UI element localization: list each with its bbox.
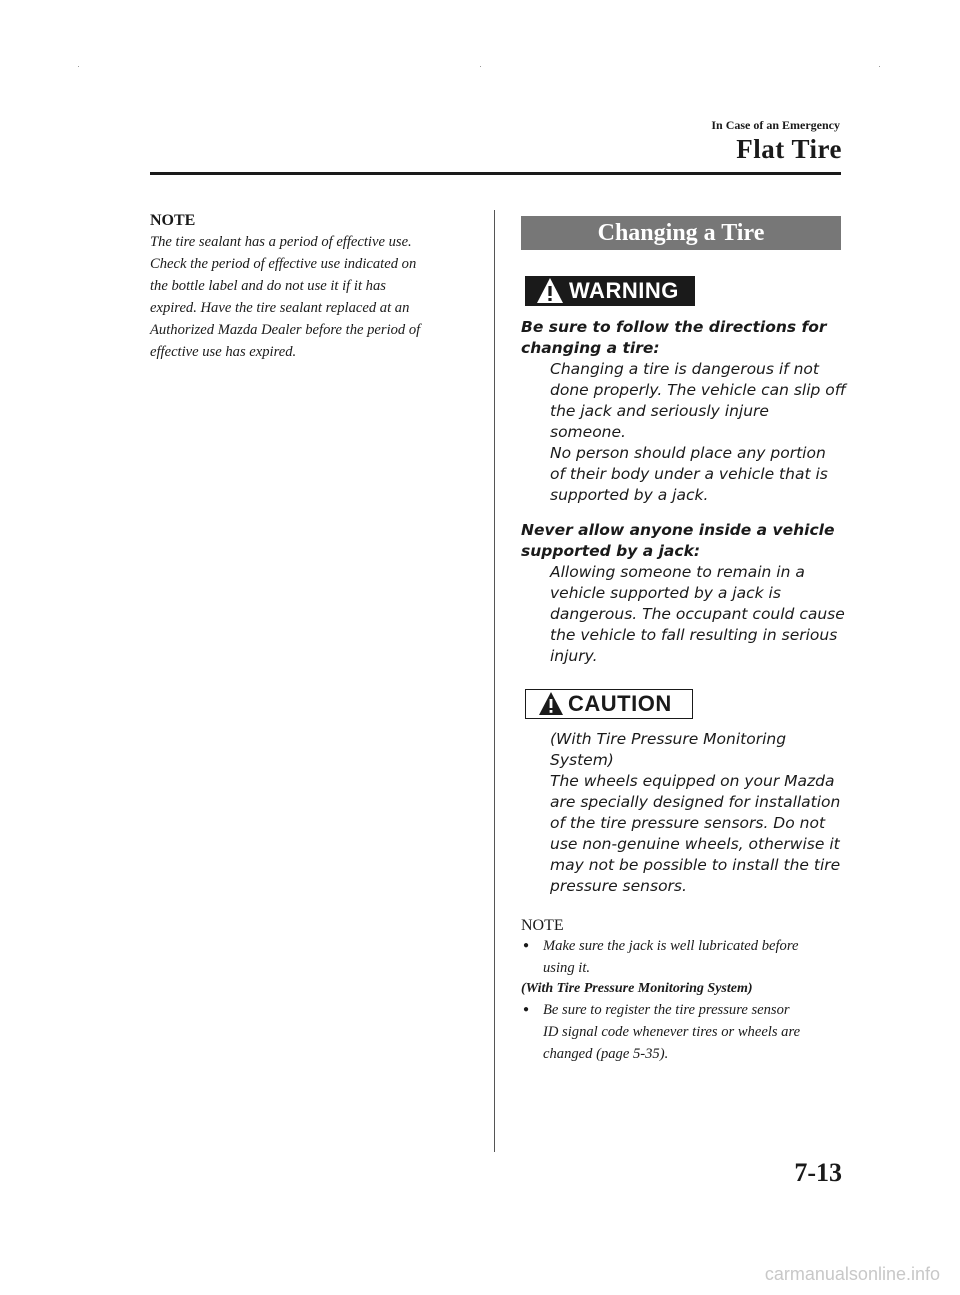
bullet-icon: ● [523, 940, 530, 951]
caution-text [550, 729, 851, 897]
warning-banner [525, 276, 695, 306]
text-line: Allowing someone to remain in a [550, 563, 805, 581]
text-line: Be sure to follow the directions for [521, 318, 827, 336]
text-line: changed (page 5-35). [543, 1046, 669, 1062]
text-line: ID signal code whenever tires or wheels are [543, 1024, 801, 1040]
caution-icon [538, 691, 564, 717]
note-line: The tire sealant has a period of effective use. [150, 234, 412, 250]
text-line: changing a tire: [521, 339, 660, 357]
text-line: of their body under a vehicle that is [550, 465, 828, 483]
text-line: use non-genuine wheels, otherwise it [550, 835, 840, 853]
note-heading: NOTE [150, 212, 196, 229]
note-line: expired. Have the tire sealant replaced at an [150, 300, 410, 316]
text-line: The wheels equipped on your Mazda [550, 772, 835, 790]
warning-icon [535, 276, 565, 306]
text-line: are specially designed for installation [550, 793, 841, 811]
header-rule [150, 172, 841, 175]
right-column [521, 216, 851, 1065]
page-title: Flat Tire [736, 134, 842, 164]
text-line: may not be possible to install the tire [550, 856, 841, 874]
text-line: the jack and seriously injure [550, 402, 769, 420]
text-line: injury. [550, 647, 598, 665]
warning-item-heading [521, 317, 851, 359]
text-line: (With Tire Pressure Monitoring [550, 730, 787, 748]
text-line: of the tire pressure sensors. Do not [550, 814, 826, 832]
text-line: dangerous. The occupant could cause [550, 605, 845, 623]
warning-text [521, 317, 851, 667]
text-line: supported by a jack: [521, 542, 701, 560]
column-divider [494, 210, 495, 1152]
warning-item-body [550, 359, 851, 506]
note-heading: NOTE [521, 917, 564, 934]
section-label: In Case of an Emergency [711, 118, 840, 132]
text-line: No person should place any portion [550, 444, 826, 462]
note-line: effective use has expired. [150, 344, 297, 360]
warning-item-heading [521, 520, 851, 562]
crop-mark [480, 66, 481, 67]
text-line: someone. [550, 423, 626, 441]
crop-mark [879, 66, 880, 67]
note-subheading: (With Tire Pressure Monitoring System) [521, 981, 753, 996]
list-item-text [543, 999, 851, 1065]
note-body [150, 231, 470, 363]
text-line: supported by a jack. [550, 486, 709, 504]
text-line: System) [550, 751, 614, 769]
text-line: Changing a tire is dangerous if not [550, 360, 819, 378]
section-heading: Changing a Tire [521, 216, 841, 250]
list-item-text [543, 935, 851, 979]
left-column [150, 212, 470, 363]
warning-item-body [550, 562, 851, 667]
text-line: pressure sensors. [550, 877, 687, 895]
page-number: 7-13 [794, 1158, 842, 1187]
text-line: done properly. The vehicle can slip off [550, 381, 846, 399]
list-item [521, 999, 851, 1065]
warning-label: WARNING [569, 278, 679, 303]
text-line: the vehicle to fall resulting in serious [550, 626, 838, 644]
list-item [521, 935, 851, 979]
note-line: Authorized Mazda Dealer before the period of [150, 322, 421, 338]
crop-mark [78, 66, 79, 67]
text-line: Never allow anyone inside a vehicle [521, 521, 835, 539]
text-line: Be sure to register the tire pressure sensor [543, 1002, 790, 1018]
caution-banner [525, 689, 693, 719]
text-line: vehicle supported by a jack is [550, 584, 781, 602]
text-line: using it. [543, 960, 591, 976]
text-line: Make sure the jack is well lubricated before [543, 938, 799, 954]
note-line: Check the period of effective use indicated on [150, 256, 417, 272]
watermark[interactable]: carmanualsonline.info [764, 1264, 940, 1284]
bullet-icon: ● [523, 1004, 530, 1015]
caution-label: CAUTION [568, 691, 672, 716]
note-line: the bottle label and do not use it if it has [150, 278, 386, 294]
